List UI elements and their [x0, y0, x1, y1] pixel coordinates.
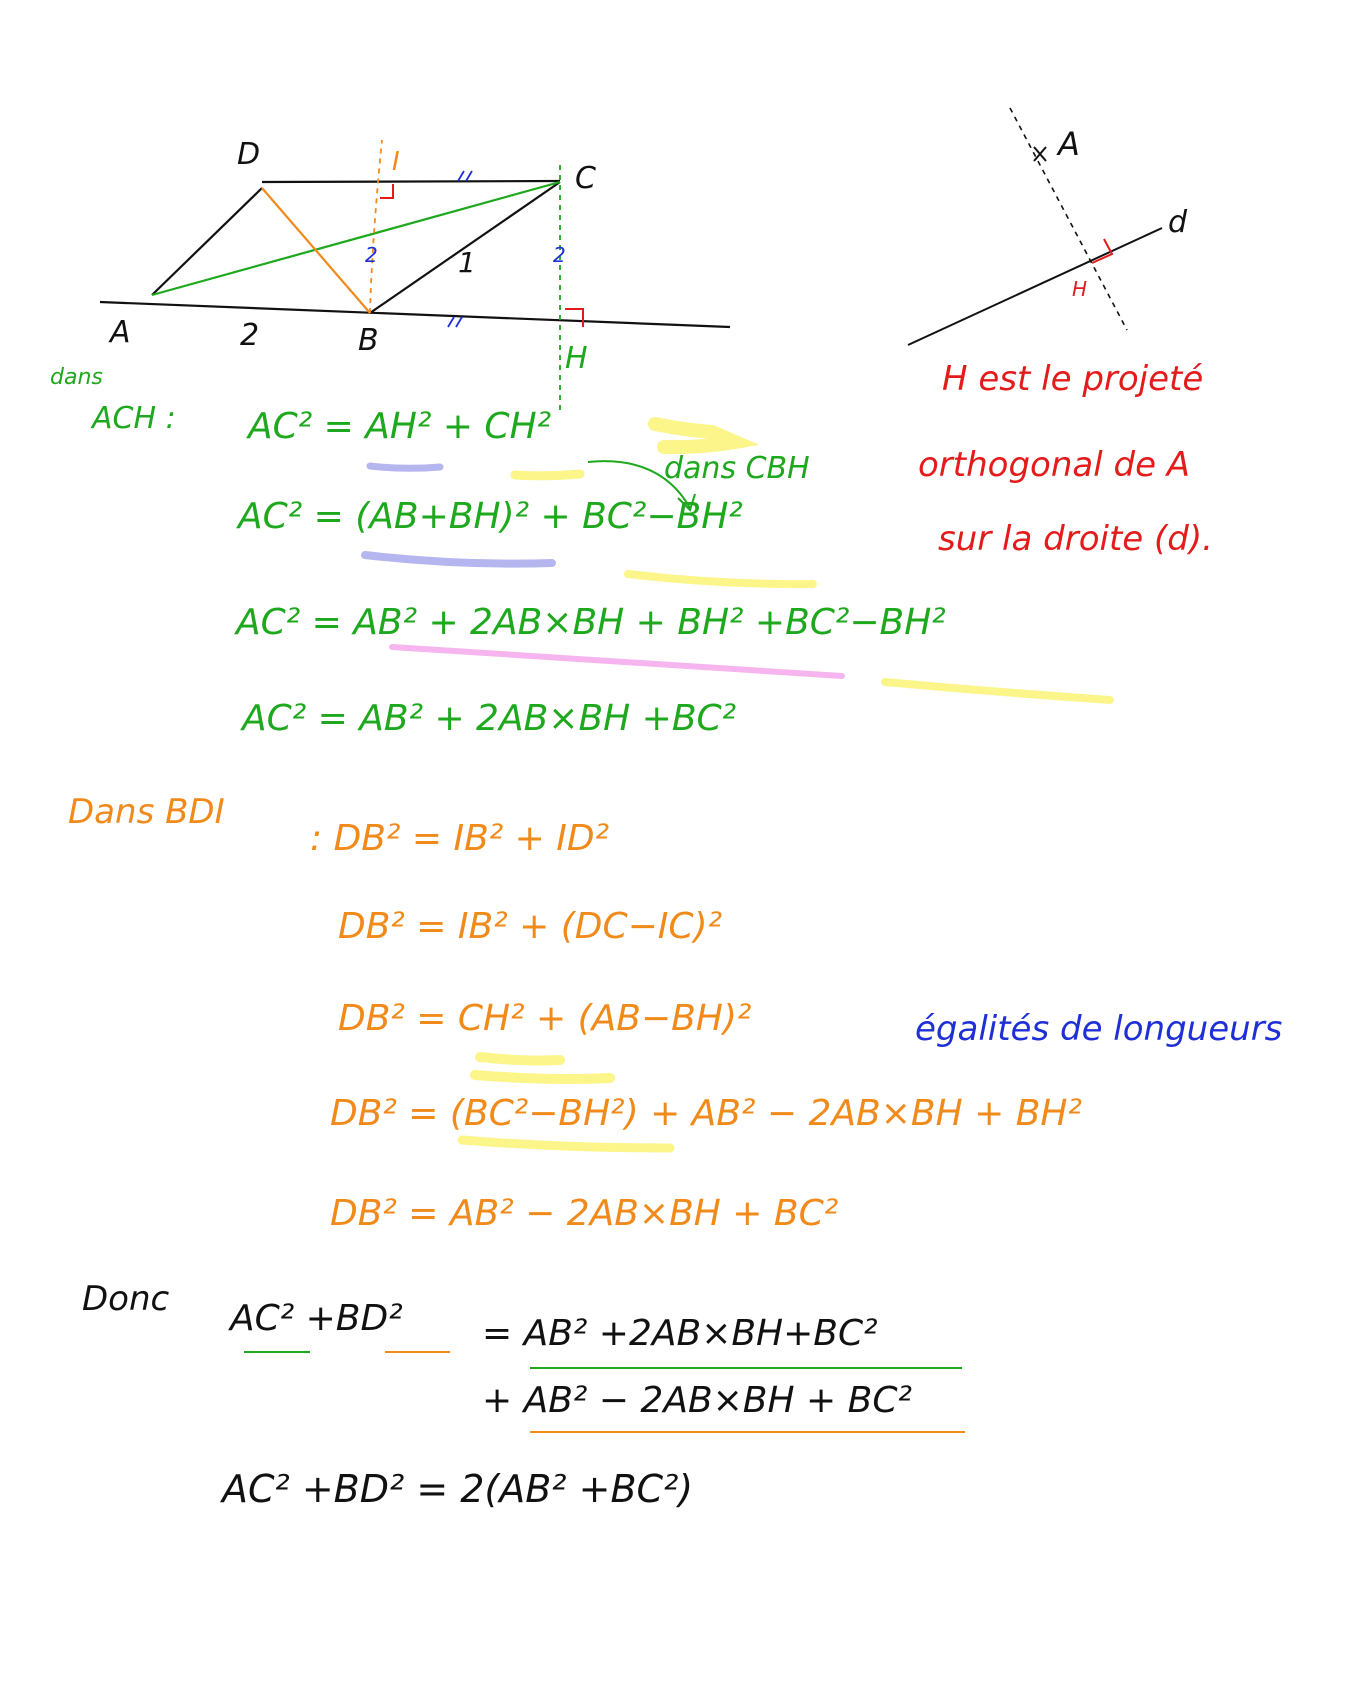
highlight-yellow-ch2-bdi	[475, 1057, 610, 1079]
triangle-ach-block	[50, 365, 946, 739]
conclusion-rhs-2: + AB² − 2AB×BH + BC²	[482, 1380, 912, 1421]
highlight-pink-expansion	[392, 647, 842, 676]
ach-context-label: ACH :	[92, 401, 176, 436]
bdi-line-4: DB² = (BC²−BH²) + AB² − 2AB×BH + BH²	[330, 1093, 1082, 1134]
label-b: B	[358, 323, 379, 358]
caption-line-3: sur la droite (d).	[938, 519, 1213, 559]
highlight-lavender-ab-bh	[365, 555, 552, 564]
bdi-context: Dans BDI	[68, 792, 225, 832]
cbh-note: dans CBH	[664, 451, 810, 486]
ach-line-2: AC² = (AB+BH)² + BC²−BH²	[238, 496, 743, 537]
label-i: I	[392, 147, 400, 177]
bdi-note: égalités de longueurs	[915, 1009, 1283, 1049]
point-a-cross	[1034, 147, 1046, 161]
ach-line-3: AC² = AB² + 2AB×BH + BH² +BC²−BH²	[236, 602, 946, 643]
side-dc	[262, 181, 560, 182]
parallelogram-figure	[100, 137, 730, 415]
right-angle-h	[565, 309, 583, 327]
right-angle-i	[380, 184, 393, 198]
highlight-yellow-bc2-bh2-bdi	[462, 1140, 670, 1148]
line-d	[908, 228, 1162, 345]
proj-label-d: d	[1168, 205, 1188, 240]
conclusion-word: Donc	[82, 1279, 170, 1319]
length-bc: 1	[458, 246, 476, 279]
line-ab-extended	[100, 302, 730, 327]
ach-context-word: dans	[50, 365, 103, 390]
diagonal-ac	[152, 182, 560, 295]
bdi-line-1: : DB² = IB² + ID²	[310, 818, 610, 859]
bdi-line-3: DB² = CH² + (AB−BH)²	[338, 998, 752, 1039]
caption-line-1: H est le projeté	[942, 359, 1204, 399]
label-d: D	[237, 137, 261, 172]
height-bi	[370, 140, 382, 313]
label-h: H	[565, 341, 588, 376]
bdi-line-2: DB² = IB² + (DC−IC)²	[338, 906, 722, 947]
length-ab: 2	[240, 318, 260, 353]
proj-label-a: A	[1058, 125, 1080, 163]
conclusion-lhs: AC² +BD²	[230, 1298, 403, 1339]
highlight-yellow-bc2-bh2	[628, 574, 813, 584]
proj-label-h: H	[1072, 277, 1088, 301]
conclusion-rhs-1: = AB² +2AB×BH+BC²	[482, 1313, 878, 1354]
highlight-yellow-dans-cbh	[655, 424, 735, 447]
bdi-line-5: DB² = AB² − 2AB×BH + BC²	[330, 1193, 839, 1234]
tick-dc	[458, 171, 472, 181]
conclusion-block	[82, 1279, 965, 1511]
diagonal-bd	[262, 188, 370, 313]
ach-line-4: AC² = AB² + 2AB×BH +BC²	[242, 698, 737, 739]
projection-figure	[908, 108, 1188, 345]
conclusion-final: AC² +BD² = 2(AB² +BC²)	[222, 1467, 694, 1511]
caption-line-2: orthogonal de A	[918, 445, 1191, 485]
triangle-bdi-block	[68, 792, 1282, 1234]
length-ib: 2	[365, 243, 378, 267]
highlight-lavender-ah2	[370, 466, 440, 468]
tick-bh	[448, 317, 462, 327]
label-a: A	[110, 315, 131, 350]
ach-line-1: AC² = AH² + CH²	[248, 406, 552, 447]
projection-caption	[918, 359, 1213, 559]
label-c: C	[575, 161, 596, 196]
length-ch: 2	[553, 243, 566, 267]
highlight-yellow-ch2	[515, 474, 580, 476]
highlight-yellow-bc2-bh2-line3	[885, 682, 1110, 700]
